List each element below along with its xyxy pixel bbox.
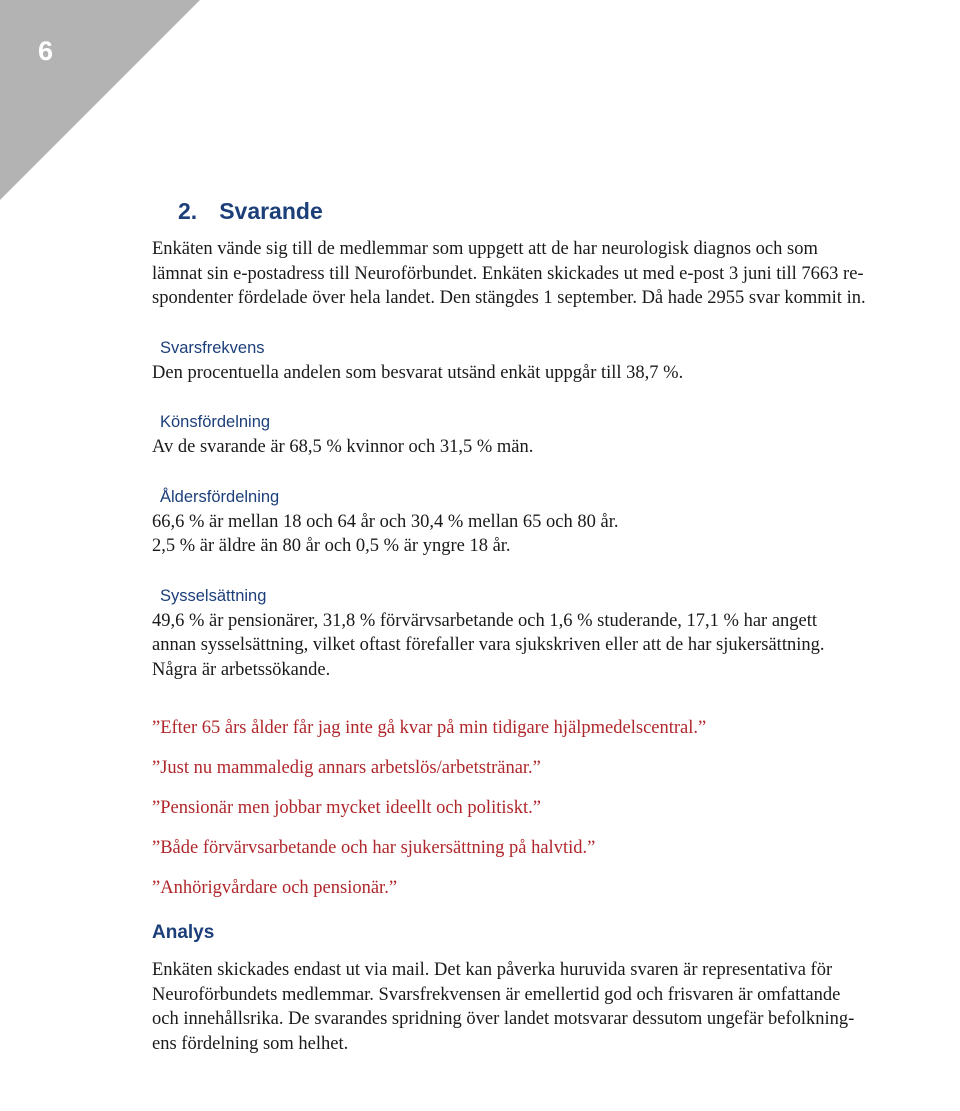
sysselsattning-line: Några är arbetssökande. <box>152 659 331 680</box>
section-heading <box>178 198 942 225</box>
intro-paragraph <box>152 237 942 311</box>
intro-line: Enkäten vände sig till de medlemmar som uppgett att de har neurologisk diagnos och som <box>152 239 818 259</box>
intro-line: spondenter fördelade över hela landet. Den stängdes 1 september. Då hade 2955 svar kommit in. <box>152 288 866 308</box>
svarsfrekvens-section <box>152 339 942 386</box>
quote-item: ”Just nu mammaledig annars arbetslös/arbetstränar.” <box>152 758 541 778</box>
sysselsattning-line: 49,6 % är pensionärer, 31,8 % förvärvsarbetande och 1,6 % studerande, 17,1 % har angett <box>152 610 818 631</box>
konsfordelning-heading: Könsfördelning <box>160 413 271 431</box>
section-title: Svarande <box>219 198 323 224</box>
quote-item: ”Efter 65 års ålder får jag inte gå kvar på min tidigare hjälpmedelscentral.” <box>152 718 707 738</box>
sysselsattning-heading: Sysselsättning <box>160 586 267 605</box>
konsfordelning-text: Av de svarande är 68,5 % kvinnor och 31,5 % män. <box>152 437 534 457</box>
quote-item: ”Anhörigvårdare och pensionär.” <box>152 878 398 898</box>
analys-line: Neuroförbundets medlemmar. Svarsfrekvensen är emellertid god och frisvaren är omfattande <box>152 984 841 1005</box>
analys-heading: Analys <box>152 922 215 943</box>
svarsfrekvens-heading: Svarsfrekvens <box>160 338 265 357</box>
aldersfordelning-line: 66,6 % är mellan 18 och 64 år och 30,4 % mellan 65 och 80 år. <box>152 511 619 532</box>
section-number: 2. <box>178 198 198 224</box>
sysselsattning-line: annan sysselsättning, vilket oftast förefaller vara sjukskriven eller att de har sjukersättning. <box>152 635 825 655</box>
quotes-list <box>152 716 942 900</box>
svarsfrekvens-text: Den procentuella andelen som besvarat utsänd enkät uppgår till 38,7 %. <box>152 362 684 383</box>
aldersfordelning-line: 2,5 % är äldre än 80 år och 0,5 % är yngre 18 år. <box>152 536 511 556</box>
analys-line: och innehållsrika. De svarandes spridning över landet motsvarar dessutom ungefär befolkning- <box>152 1009 855 1029</box>
quote-item: ”Pensionär men jobbar mycket ideellt och politiskt.” <box>152 798 541 818</box>
aldersfordelning-section <box>152 488 942 559</box>
page-content <box>152 198 942 1056</box>
analys-paragraph <box>152 958 942 1056</box>
page-number: 6 <box>38 36 54 66</box>
page-corner-triangle <box>0 0 200 200</box>
sysselsattning-section <box>152 587 942 683</box>
quote-item: ”Både förvärvsarbetande och har sjukersättning på halvtid.” <box>152 838 596 858</box>
konsfordelning-section <box>152 413 942 460</box>
aldersfordelning-heading: Åldersfördelning <box>160 487 280 506</box>
analys-line: ens fördelning som helhet. <box>152 1033 349 1054</box>
analys-line: Enkäten skickades endast ut via mail. Det kan påverka huruvida svaren är representativa för <box>152 960 833 980</box>
intro-line: lämnat sin e-postadress till Neuroförbundet. Enkäten skickades ut med e-post 3 juni till 7663 re- <box>152 263 864 284</box>
